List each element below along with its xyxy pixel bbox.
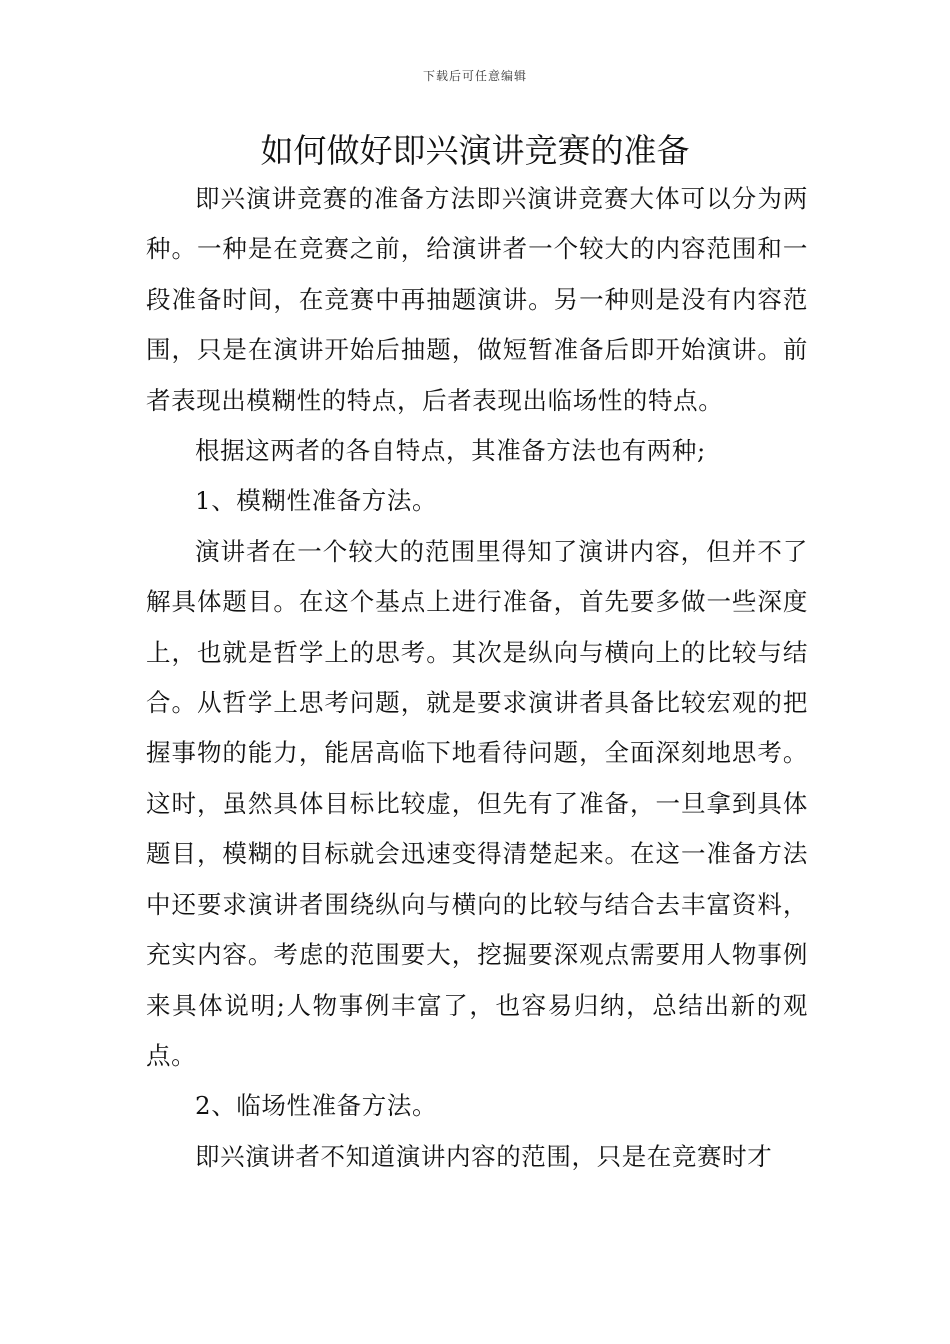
paragraph-vague-preparation: 演讲者在一个较大的范围里得知了演讲内容，但并不了解具体题目。在这个基点上进行准备，首先要多做一些深度上，也就是哲学上的思考。其次是纵向与横向上的比较与结合。从哲学上思考问题，就是要求演讲者具备比较宏观的把握事物的能力，能居高临下地看待问题，全面深刻地思考。这时，虽然具体目标比较虚，但先有了准备，一旦拿到具体题目，模糊的目标就会迅速变得清楚起来。在这一准备方法中还要求演讲者围绕纵向与横向的比较与结合去丰富资料，充实内容。考虑的范围要大，挖掘要深观点需要用人物事例来具体说明;人物事例丰富了，也容易归纳，总结出新的观点。 xyxy=(146,536,808,1070)
paragraph-methods-summary: 根据这两者的各自特点，其准备方法也有两种; xyxy=(195,436,706,466)
header-note: 下载后可任意编辑 xyxy=(422,69,527,83)
document-body xyxy=(146,174,808,1182)
document-title: 如何做好即兴演讲竞赛的准备 xyxy=(260,131,690,170)
heading-on-the-spot-preparation: 2、临场性准备方法。 xyxy=(195,1091,438,1121)
paragraph-intro: 即兴演讲竞赛的准备方法即兴演讲竞赛大体可以分为两种。一种是在竞赛之前，给演讲者一个较大的内容范围和一段准备时间，在竞赛中再抽题演讲。另一种则是没有内容范围，只是在演讲开始后抽题，做短暂准备后即开始演讲。前者表现出模糊性的特点，后者表现出临场性的特点。 xyxy=(146,184,808,415)
paragraph-on-the-spot-preparation: 即兴演讲者不知道演讲内容的范围，只是在竞赛时才 xyxy=(195,1141,773,1171)
heading-vague-preparation: 1、模糊性准备方法。 xyxy=(195,486,438,516)
